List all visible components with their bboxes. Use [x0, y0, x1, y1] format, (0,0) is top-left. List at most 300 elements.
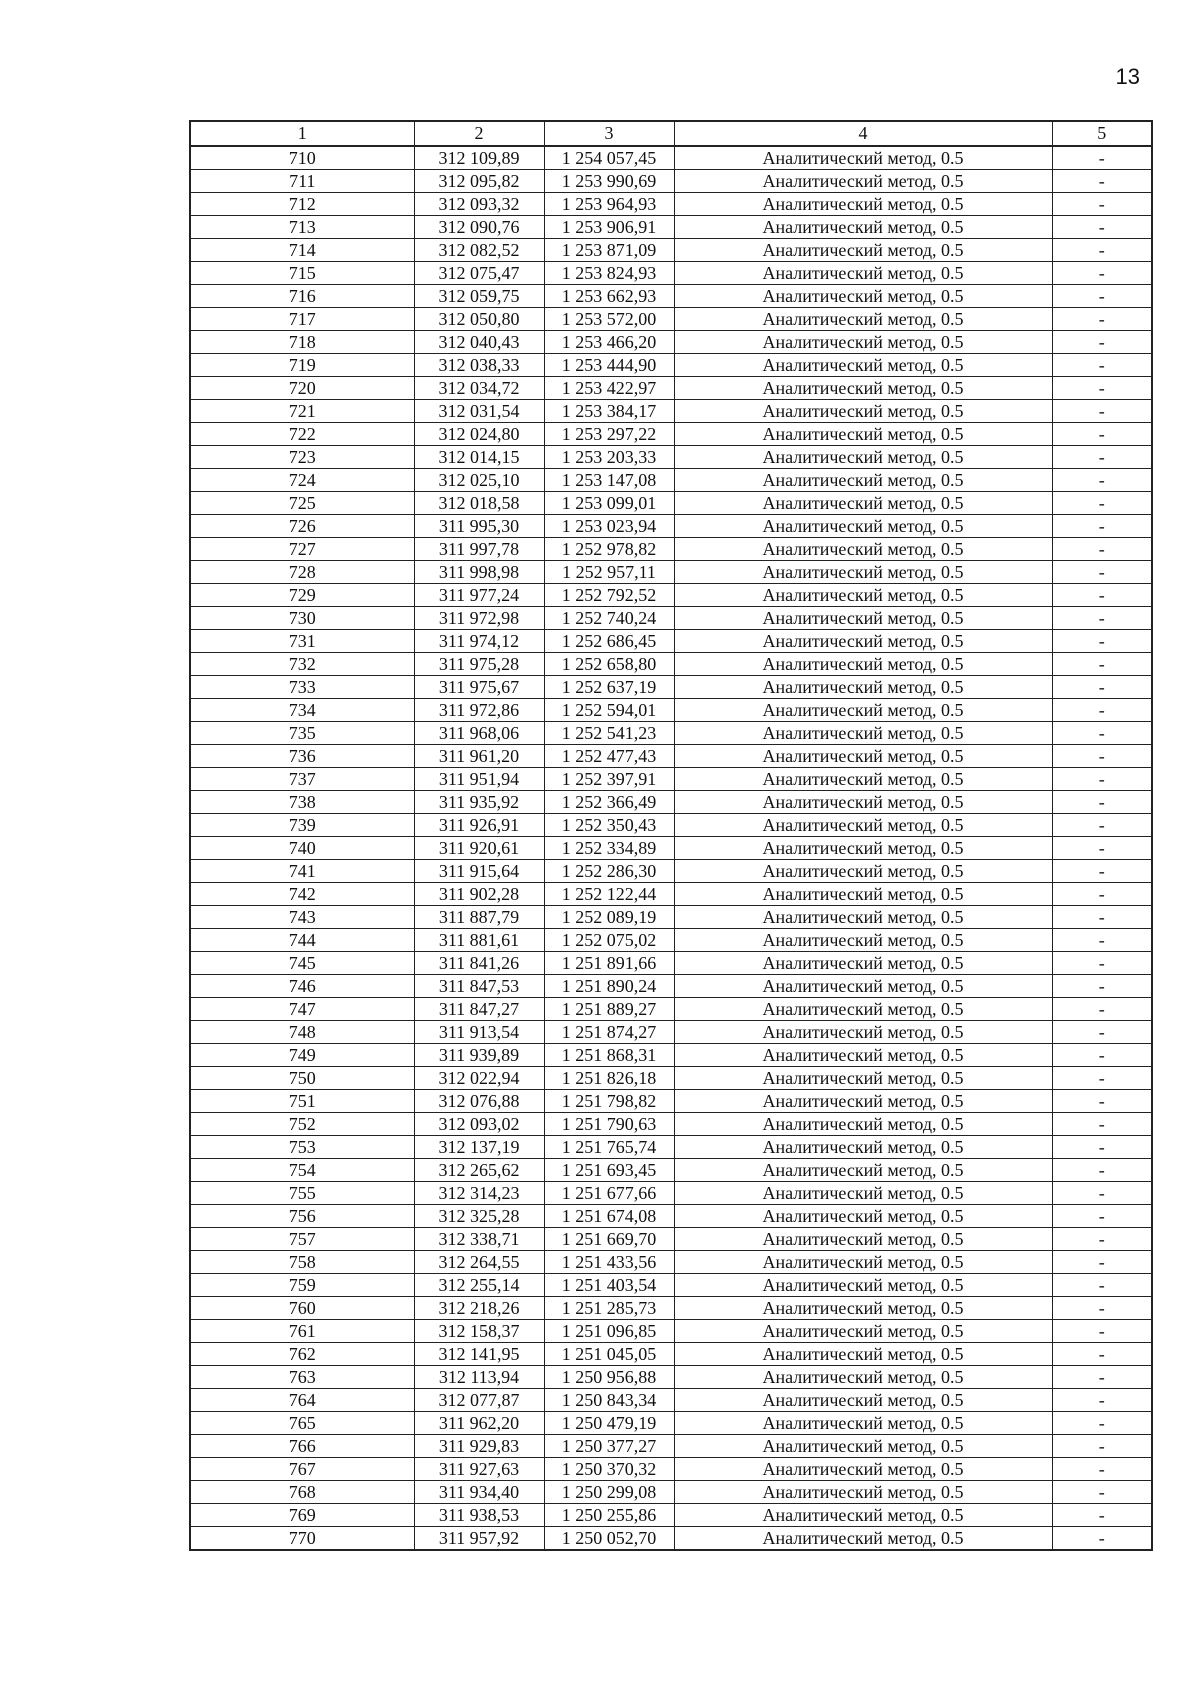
table-row [190, 1136, 1152, 1159]
table-row [190, 1228, 1152, 1251]
header-row [190, 121, 1152, 146]
y-coordinate-cell: 1 251 403,54 [544, 1274, 674, 1297]
y-coordinate-cell: 1 250 370,32 [544, 1458, 674, 1481]
y-coordinate-cell: 1 253 384,17 [544, 400, 674, 423]
table-row [190, 860, 1152, 883]
point-number-cell: 750 [190, 1067, 414, 1090]
y-coordinate-cell: 1 251 693,45 [544, 1159, 674, 1182]
point-number-cell: 745 [190, 952, 414, 975]
y-coordinate-cell: 1 251 790,63 [544, 1113, 674, 1136]
note-cell: - [1052, 285, 1152, 308]
table-row [190, 446, 1152, 469]
method-cell: Аналитический метод, 0.5 [674, 170, 1052, 193]
note-cell: - [1052, 607, 1152, 630]
table-row [190, 354, 1152, 377]
table-row [190, 423, 1152, 446]
table-row [190, 1113, 1152, 1136]
x-coordinate-cell: 311 934,40 [414, 1481, 544, 1504]
x-coordinate-cell: 312 093,02 [414, 1113, 544, 1136]
table-body [190, 146, 1152, 1550]
point-number-cell: 769 [190, 1504, 414, 1527]
note-cell: - [1052, 492, 1152, 515]
method-cell: Аналитический метод, 0.5 [674, 262, 1052, 285]
point-number-cell: 742 [190, 883, 414, 906]
note-cell: - [1052, 1067, 1152, 1090]
point-number-cell: 720 [190, 377, 414, 400]
x-coordinate-cell: 312 090,76 [414, 216, 544, 239]
table-row [190, 929, 1152, 952]
point-number-cell: 726 [190, 515, 414, 538]
x-coordinate-cell: 311 939,89 [414, 1044, 544, 1067]
y-coordinate-cell: 1 253 662,93 [544, 285, 674, 308]
point-number-cell: 756 [190, 1205, 414, 1228]
column-header: 5 [1052, 121, 1152, 146]
x-coordinate-cell: 311 962,20 [414, 1412, 544, 1435]
method-cell: Аналитический метод, 0.5 [674, 1228, 1052, 1251]
y-coordinate-cell: 1 252 792,52 [544, 584, 674, 607]
method-cell: Аналитический метод, 0.5 [674, 676, 1052, 699]
method-cell: Аналитический метод, 0.5 [674, 1251, 1052, 1274]
y-coordinate-cell: 1 250 479,19 [544, 1412, 674, 1435]
method-cell: Аналитический метод, 0.5 [674, 331, 1052, 354]
point-number-cell: 732 [190, 653, 414, 676]
x-coordinate-cell: 311 972,86 [414, 699, 544, 722]
y-coordinate-cell: 1 252 978,82 [544, 538, 674, 561]
method-cell: Аналитический метод, 0.5 [674, 584, 1052, 607]
table-row [190, 1412, 1152, 1435]
point-number-cell: 755 [190, 1182, 414, 1205]
point-number-cell: 715 [190, 262, 414, 285]
x-coordinate-cell: 312 077,87 [414, 1389, 544, 1412]
note-cell: - [1052, 1182, 1152, 1205]
note-cell: - [1052, 837, 1152, 860]
note-cell: - [1052, 768, 1152, 791]
note-cell: - [1052, 354, 1152, 377]
method-cell: Аналитический метод, 0.5 [674, 1481, 1052, 1504]
column-header: 1 [190, 121, 414, 146]
y-coordinate-cell: 1 252 686,45 [544, 630, 674, 653]
table-row [190, 1481, 1152, 1504]
note-cell: - [1052, 1412, 1152, 1435]
point-number-cell: 728 [190, 561, 414, 584]
table-row [190, 1435, 1152, 1458]
table-row [190, 607, 1152, 630]
y-coordinate-cell: 1 250 299,08 [544, 1481, 674, 1504]
method-cell: Аналитический метод, 0.5 [674, 216, 1052, 239]
point-number-cell: 752 [190, 1113, 414, 1136]
table-row [190, 952, 1152, 975]
note-cell: - [1052, 377, 1152, 400]
method-cell: Аналитический метод, 0.5 [674, 239, 1052, 262]
note-cell: - [1052, 1504, 1152, 1527]
method-cell: Аналитический метод, 0.5 [674, 1136, 1052, 1159]
x-coordinate-cell: 311 920,61 [414, 837, 544, 860]
y-coordinate-cell: 1 253 147,08 [544, 469, 674, 492]
y-coordinate-cell: 1 250 377,27 [544, 1435, 674, 1458]
x-coordinate-cell: 311 957,92 [414, 1527, 544, 1551]
point-number-cell: 711 [190, 170, 414, 193]
x-coordinate-cell: 311 977,24 [414, 584, 544, 607]
x-coordinate-cell: 311 968,06 [414, 722, 544, 745]
x-coordinate-cell: 311 935,92 [414, 791, 544, 814]
method-cell: Аналитический метод, 0.5 [674, 1527, 1052, 1551]
point-number-cell: 710 [190, 146, 414, 170]
table-row [190, 146, 1152, 170]
method-cell: Аналитический метод, 0.5 [674, 837, 1052, 860]
note-cell: - [1052, 400, 1152, 423]
y-coordinate-cell: 1 252 740,24 [544, 607, 674, 630]
note-cell: - [1052, 1435, 1152, 1458]
table-row [190, 1320, 1152, 1343]
note-cell: - [1052, 883, 1152, 906]
note-cell: - [1052, 1090, 1152, 1113]
x-coordinate-cell: 312 113,94 [414, 1366, 544, 1389]
y-coordinate-cell: 1 253 572,00 [544, 308, 674, 331]
table-row [190, 308, 1152, 331]
method-cell: Аналитический метод, 0.5 [674, 1090, 1052, 1113]
point-number-cell: 747 [190, 998, 414, 1021]
point-number-cell: 724 [190, 469, 414, 492]
note-cell: - [1052, 469, 1152, 492]
note-cell: - [1052, 1366, 1152, 1389]
note-cell: - [1052, 1228, 1152, 1251]
y-coordinate-cell: 1 253 099,01 [544, 492, 674, 515]
x-coordinate-cell: 312 255,14 [414, 1274, 544, 1297]
method-cell: Аналитический метод, 0.5 [674, 1182, 1052, 1205]
y-coordinate-cell: 1 252 089,19 [544, 906, 674, 929]
x-coordinate-cell: 311 927,63 [414, 1458, 544, 1481]
y-coordinate-cell: 1 251 765,74 [544, 1136, 674, 1159]
coordinates-table [189, 120, 1153, 1551]
y-coordinate-cell: 1 253 023,94 [544, 515, 674, 538]
note-cell: - [1052, 814, 1152, 837]
x-coordinate-cell: 312 025,10 [414, 469, 544, 492]
note-cell: - [1052, 860, 1152, 883]
note-cell: - [1052, 1297, 1152, 1320]
y-coordinate-cell: 1 250 956,88 [544, 1366, 674, 1389]
y-coordinate-cell: 1 250 255,86 [544, 1504, 674, 1527]
point-number-cell: 763 [190, 1366, 414, 1389]
method-cell: Аналитический метод, 0.5 [674, 1458, 1052, 1481]
table-row [190, 1527, 1152, 1551]
method-cell: Аналитический метод, 0.5 [674, 538, 1052, 561]
table-row [190, 699, 1152, 722]
note-cell: - [1052, 699, 1152, 722]
y-coordinate-cell: 1 252 477,43 [544, 745, 674, 768]
note-cell: - [1052, 216, 1152, 239]
note-cell: - [1052, 1136, 1152, 1159]
method-cell: Аналитический метод, 0.5 [674, 630, 1052, 653]
y-coordinate-cell: 1 253 444,90 [544, 354, 674, 377]
method-cell: Аналитический метод, 0.5 [674, 1274, 1052, 1297]
method-cell: Аналитический метод, 0.5 [674, 699, 1052, 722]
y-coordinate-cell: 1 251 677,66 [544, 1182, 674, 1205]
point-number-cell: 767 [190, 1458, 414, 1481]
note-cell: - [1052, 1481, 1152, 1504]
method-cell: Аналитический метод, 0.5 [674, 308, 1052, 331]
x-coordinate-cell: 312 034,72 [414, 377, 544, 400]
x-coordinate-cell: 312 265,62 [414, 1159, 544, 1182]
column-header: 2 [414, 121, 544, 146]
note-cell: - [1052, 446, 1152, 469]
method-cell: Аналитический метод, 0.5 [674, 354, 1052, 377]
method-cell: Аналитический метод, 0.5 [674, 400, 1052, 423]
note-cell: - [1052, 146, 1152, 170]
method-cell: Аналитический метод, 0.5 [674, 745, 1052, 768]
table-row [190, 883, 1152, 906]
y-coordinate-cell: 1 253 297,22 [544, 423, 674, 446]
method-cell: Аналитический метод, 0.5 [674, 860, 1052, 883]
point-number-cell: 765 [190, 1412, 414, 1435]
method-cell: Аналитический метод, 0.5 [674, 1021, 1052, 1044]
y-coordinate-cell: 1 253 990,69 [544, 170, 674, 193]
table-row [190, 561, 1152, 584]
table-row [190, 1458, 1152, 1481]
y-coordinate-cell: 1 253 824,93 [544, 262, 674, 285]
table-row [190, 1205, 1152, 1228]
y-coordinate-cell: 1 251 868,31 [544, 1044, 674, 1067]
table-header [190, 121, 1152, 146]
point-number-cell: 722 [190, 423, 414, 446]
x-coordinate-cell: 312 076,88 [414, 1090, 544, 1113]
x-coordinate-cell: 312 325,28 [414, 1205, 544, 1228]
note-cell: - [1052, 952, 1152, 975]
point-number-cell: 770 [190, 1527, 414, 1551]
method-cell: Аналитический метод, 0.5 [674, 1343, 1052, 1366]
point-number-cell: 758 [190, 1251, 414, 1274]
table-row [190, 285, 1152, 308]
table-row [190, 1044, 1152, 1067]
x-coordinate-cell: 312 050,80 [414, 308, 544, 331]
table-row [190, 768, 1152, 791]
x-coordinate-cell: 312 082,52 [414, 239, 544, 262]
point-number-cell: 718 [190, 331, 414, 354]
method-cell: Аналитический метод, 0.5 [674, 791, 1052, 814]
table-row [190, 837, 1152, 860]
table-row [190, 676, 1152, 699]
method-cell: Аналитический метод, 0.5 [674, 515, 1052, 538]
note-cell: - [1052, 308, 1152, 331]
method-cell: Аналитический метод, 0.5 [674, 193, 1052, 216]
y-coordinate-cell: 1 252 122,44 [544, 883, 674, 906]
method-cell: Аналитический метод, 0.5 [674, 653, 1052, 676]
method-cell: Аналитический метод, 0.5 [674, 906, 1052, 929]
method-cell: Аналитический метод, 0.5 [674, 423, 1052, 446]
x-coordinate-cell: 311 975,28 [414, 653, 544, 676]
method-cell: Аналитический метод, 0.5 [674, 883, 1052, 906]
method-cell: Аналитический метод, 0.5 [674, 1412, 1052, 1435]
x-coordinate-cell: 312 141,95 [414, 1343, 544, 1366]
y-coordinate-cell: 1 252 957,11 [544, 561, 674, 584]
x-coordinate-cell: 312 022,94 [414, 1067, 544, 1090]
note-cell: - [1052, 1274, 1152, 1297]
note-cell: - [1052, 630, 1152, 653]
x-coordinate-cell: 312 264,55 [414, 1251, 544, 1274]
x-coordinate-cell: 312 137,19 [414, 1136, 544, 1159]
point-number-cell: 760 [190, 1297, 414, 1320]
y-coordinate-cell: 1 251 433,56 [544, 1251, 674, 1274]
page-number: 13 [1115, 64, 1140, 89]
table-row [190, 1067, 1152, 1090]
y-coordinate-cell: 1 250 843,34 [544, 1389, 674, 1412]
y-coordinate-cell: 1 252 075,02 [544, 929, 674, 952]
x-coordinate-cell: 312 014,15 [414, 446, 544, 469]
y-coordinate-cell: 1 251 891,66 [544, 952, 674, 975]
y-coordinate-cell: 1 251 874,27 [544, 1021, 674, 1044]
x-coordinate-cell: 312 218,26 [414, 1297, 544, 1320]
table-row [190, 975, 1152, 998]
method-cell: Аналитический метод, 0.5 [674, 377, 1052, 400]
method-cell: Аналитический метод, 0.5 [674, 722, 1052, 745]
point-number-cell: 721 [190, 400, 414, 423]
x-coordinate-cell: 311 926,91 [414, 814, 544, 837]
note-cell: - [1052, 1458, 1152, 1481]
note-cell: - [1052, 653, 1152, 676]
table-row [190, 515, 1152, 538]
x-coordinate-cell: 311 847,27 [414, 998, 544, 1021]
method-cell: Аналитический метод, 0.5 [674, 1205, 1052, 1228]
y-coordinate-cell: 1 253 422,97 [544, 377, 674, 400]
note-cell: - [1052, 745, 1152, 768]
table-row [190, 1389, 1152, 1412]
table-row [190, 998, 1152, 1021]
point-number-cell: 746 [190, 975, 414, 998]
point-number-cell: 743 [190, 906, 414, 929]
x-coordinate-cell: 311 951,94 [414, 768, 544, 791]
x-coordinate-cell: 312 018,58 [414, 492, 544, 515]
y-coordinate-cell: 1 251 890,24 [544, 975, 674, 998]
point-number-cell: 717 [190, 308, 414, 331]
table-row [190, 906, 1152, 929]
point-number-cell: 768 [190, 1481, 414, 1504]
method-cell: Аналитический метод, 0.5 [674, 285, 1052, 308]
method-cell: Аналитический метод, 0.5 [674, 1366, 1052, 1389]
method-cell: Аналитический метод, 0.5 [674, 446, 1052, 469]
table-row [190, 584, 1152, 607]
point-number-cell: 714 [190, 239, 414, 262]
x-coordinate-cell: 311 998,98 [414, 561, 544, 584]
x-coordinate-cell: 311 913,54 [414, 1021, 544, 1044]
point-number-cell: 729 [190, 584, 414, 607]
x-coordinate-cell: 312 024,80 [414, 423, 544, 446]
point-number-cell: 766 [190, 1435, 414, 1458]
table-row [190, 653, 1152, 676]
y-coordinate-cell: 1 253 871,09 [544, 239, 674, 262]
y-coordinate-cell: 1 253 466,20 [544, 331, 674, 354]
y-coordinate-cell: 1 252 350,43 [544, 814, 674, 837]
table-row [190, 400, 1152, 423]
note-cell: - [1052, 1527, 1152, 1551]
point-number-cell: 741 [190, 860, 414, 883]
y-coordinate-cell: 1 251 096,85 [544, 1320, 674, 1343]
note-cell: - [1052, 1205, 1152, 1228]
table-row [190, 492, 1152, 515]
y-coordinate-cell: 1 254 057,45 [544, 146, 674, 170]
column-header: 3 [544, 121, 674, 146]
x-coordinate-cell: 311 974,12 [414, 630, 544, 653]
point-number-cell: 754 [190, 1159, 414, 1182]
table-row [190, 1159, 1152, 1182]
point-number-cell: 749 [190, 1044, 414, 1067]
note-cell: - [1052, 170, 1152, 193]
note-cell: - [1052, 791, 1152, 814]
table-row [190, 1251, 1152, 1274]
note-cell: - [1052, 584, 1152, 607]
table-row [190, 216, 1152, 239]
method-cell: Аналитический метод, 0.5 [674, 1435, 1052, 1458]
table-row [190, 1366, 1152, 1389]
table-row [190, 469, 1152, 492]
note-cell: - [1052, 193, 1152, 216]
point-number-cell: 716 [190, 285, 414, 308]
method-cell: Аналитический метод, 0.5 [674, 607, 1052, 630]
point-number-cell: 740 [190, 837, 414, 860]
table-row [190, 745, 1152, 768]
method-cell: Аналитический метод, 0.5 [674, 814, 1052, 837]
note-cell: - [1052, 906, 1152, 929]
x-coordinate-cell: 312 075,47 [414, 262, 544, 285]
y-coordinate-cell: 1 251 826,18 [544, 1067, 674, 1090]
table-row [190, 1343, 1152, 1366]
y-coordinate-cell: 1 252 334,89 [544, 837, 674, 860]
note-cell: - [1052, 1021, 1152, 1044]
table-row [190, 1297, 1152, 1320]
x-coordinate-cell: 312 109,89 [414, 146, 544, 170]
x-coordinate-cell: 311 995,30 [414, 515, 544, 538]
point-number-cell: 739 [190, 814, 414, 837]
x-coordinate-cell: 311 938,53 [414, 1504, 544, 1527]
table-row [190, 331, 1152, 354]
method-cell: Аналитический метод, 0.5 [674, 768, 1052, 791]
y-coordinate-cell: 1 252 286,30 [544, 860, 674, 883]
method-cell: Аналитический метод, 0.5 [674, 1320, 1052, 1343]
point-number-cell: 759 [190, 1274, 414, 1297]
y-coordinate-cell: 1 253 203,33 [544, 446, 674, 469]
note-cell: - [1052, 1251, 1152, 1274]
table-row [190, 170, 1152, 193]
method-cell: Аналитический метод, 0.5 [674, 1067, 1052, 1090]
x-coordinate-cell: 312 095,82 [414, 170, 544, 193]
y-coordinate-cell: 1 253 964,93 [544, 193, 674, 216]
x-coordinate-cell: 312 314,23 [414, 1182, 544, 1205]
x-coordinate-cell: 312 338,71 [414, 1228, 544, 1251]
point-number-cell: 764 [190, 1389, 414, 1412]
table-row [190, 262, 1152, 285]
method-cell: Аналитический метод, 0.5 [674, 998, 1052, 1021]
x-coordinate-cell: 311 881,61 [414, 929, 544, 952]
note-cell: - [1052, 1044, 1152, 1067]
x-coordinate-cell: 312 158,37 [414, 1320, 544, 1343]
table-row [190, 1182, 1152, 1205]
y-coordinate-cell: 1 252 541,23 [544, 722, 674, 745]
point-number-cell: 719 [190, 354, 414, 377]
note-cell: - [1052, 1113, 1152, 1136]
method-cell: Аналитический метод, 0.5 [674, 469, 1052, 492]
note-cell: - [1052, 929, 1152, 952]
point-number-cell: 753 [190, 1136, 414, 1159]
note-cell: - [1052, 1389, 1152, 1412]
point-number-cell: 761 [190, 1320, 414, 1343]
note-cell: - [1052, 331, 1152, 354]
point-number-cell: 751 [190, 1090, 414, 1113]
point-number-cell: 738 [190, 791, 414, 814]
point-number-cell: 712 [190, 193, 414, 216]
x-coordinate-cell: 311 902,28 [414, 883, 544, 906]
table-row [190, 538, 1152, 561]
table-row [190, 377, 1152, 400]
method-cell: Аналитический метод, 0.5 [674, 929, 1052, 952]
x-coordinate-cell: 312 031,54 [414, 400, 544, 423]
